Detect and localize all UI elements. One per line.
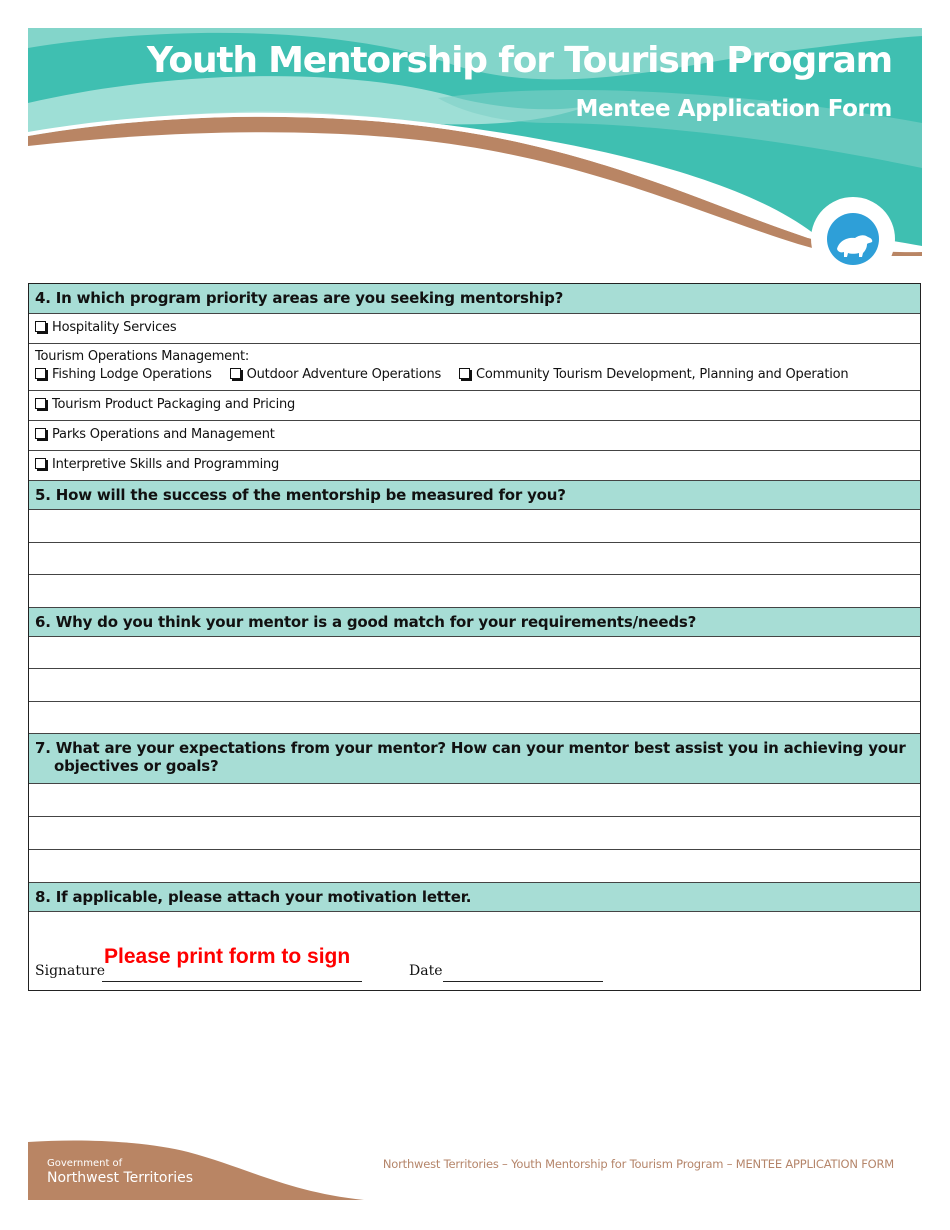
checkbox-icon[interactable] xyxy=(35,398,46,409)
checkbox-icon[interactable] xyxy=(35,321,46,332)
gnwt-logo xyxy=(28,1140,364,1202)
q7-answer-line-3[interactable] xyxy=(29,849,920,882)
question-7-heading xyxy=(29,733,920,783)
footer-text: Northwest Territories – Youth Mentorship for Tourism Program – MENTEE APPLICATION FORM xyxy=(382,1157,894,1171)
question-7-line-2: objectives or goals? xyxy=(54,757,219,775)
checkbox-icon[interactable] xyxy=(35,458,46,469)
checkbox-icon[interactable] xyxy=(35,428,46,439)
checkbox-icon[interactable] xyxy=(459,368,470,379)
q6-answer-line-2[interactable] xyxy=(29,668,920,701)
q5-answer-line-1[interactable] xyxy=(29,509,920,542)
option-label: Tourism Product Packaging and Pricing xyxy=(52,397,296,412)
date-field[interactable] xyxy=(443,981,603,982)
gov-line-2: Northwest Territories xyxy=(47,1170,194,1186)
signature-note: Please print form to sign xyxy=(104,945,351,968)
checkbox-icon[interactable] xyxy=(230,368,241,379)
option-label: Parks Operations and Management xyxy=(52,427,275,442)
option-group-operations xyxy=(29,343,920,390)
option-label: Outdoor Adventure Operations xyxy=(246,367,442,382)
polar-bear-icon xyxy=(827,213,879,265)
option-community[interactable] xyxy=(459,367,848,382)
option-interpretive[interactable] xyxy=(29,450,920,480)
signature-field[interactable] xyxy=(102,981,362,982)
option-label: Fishing Lodge Operations xyxy=(52,367,212,382)
option-packaging[interactable] xyxy=(29,390,920,420)
question-8-heading: 8. If applicable, please attach your motivation letter. xyxy=(29,882,920,911)
operations-label: Tourism Operations Management: xyxy=(35,349,250,364)
question-7-line-1: 7. What are your expectations from your mentor? How can your mentor best assist you in achieving your xyxy=(35,739,906,757)
option-label: Interpretive Skills and Programming xyxy=(52,457,280,472)
option-outdoor[interactable] xyxy=(230,367,441,382)
option-hospitality[interactable] xyxy=(29,313,920,343)
q7-answer-line-2[interactable] xyxy=(29,816,920,849)
application-form xyxy=(28,283,921,991)
page-title: Youth Mentorship for Tourism Program xyxy=(146,40,892,81)
signature-row xyxy=(29,911,920,990)
gov-line-1: Government of xyxy=(47,1158,123,1169)
q6-answer-line-1[interactable] xyxy=(29,636,920,669)
question-6-heading: 6. Why do you think your mentor is a good match for your requirements/needs? xyxy=(29,607,920,636)
option-fishing[interactable] xyxy=(35,367,212,382)
checkbox-icon[interactable] xyxy=(35,368,46,379)
option-label: Community Tourism Development, Planning and Operation xyxy=(476,367,849,382)
q5-answer-line-2[interactable] xyxy=(29,542,920,575)
page-subtitle: Mentee Application Form xyxy=(575,96,892,122)
date-label: Date xyxy=(409,963,443,979)
q7-answer-line-1[interactable] xyxy=(29,783,920,816)
question-4-heading: 4. In which program priority areas are you seeking mentorship? xyxy=(29,284,920,313)
question-5-heading: 5. How will the success of the mentorship be measured for you? xyxy=(29,480,920,509)
q5-answer-line-3[interactable] xyxy=(29,574,920,607)
header-banner xyxy=(28,28,922,256)
option-label: Hospitality Services xyxy=(52,320,177,335)
q6-answer-line-3[interactable] xyxy=(29,701,920,734)
signature-label: Signature xyxy=(35,963,106,979)
option-parks[interactable] xyxy=(29,420,920,450)
